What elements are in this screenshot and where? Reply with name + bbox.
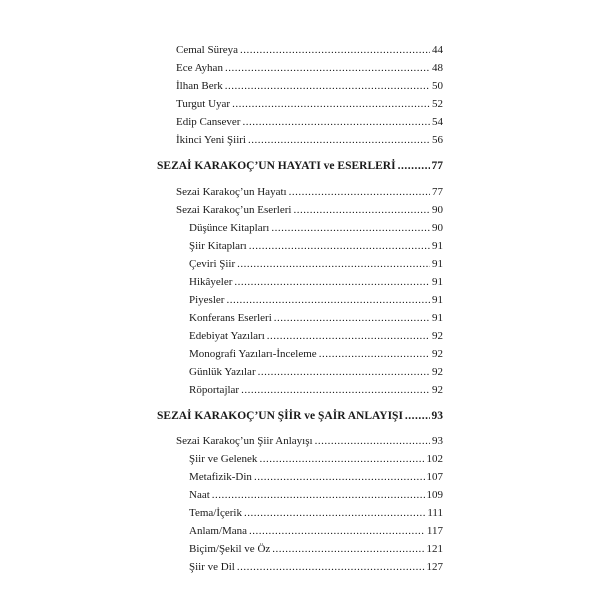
toc-entry-page: 91 (432, 294, 443, 306)
toc-dot-leader (274, 311, 430, 325)
toc-dot-leader (234, 275, 430, 289)
toc-dot-leader (225, 79, 430, 93)
toc-subentry (189, 365, 443, 379)
toc-entry-label: Piyesler (189, 294, 225, 306)
toc-dot-leader (319, 347, 430, 361)
toc-entry-label: Şiir ve Gelenek (189, 453, 258, 465)
toc-entry-label: İkinci Yeni Şiiri (176, 134, 246, 146)
toc-subentry (189, 239, 443, 253)
toc-entry-page: 44 (432, 44, 443, 56)
toc-entry-page: 50 (432, 80, 443, 92)
toc-dot-leader (242, 115, 430, 129)
toc-entry-label: Edip Cansever (176, 116, 241, 128)
toc-subentry (189, 347, 443, 361)
toc-entry-label: Naat (189, 489, 210, 501)
toc-dot-leader (267, 329, 430, 343)
toc-entry-page: 48 (432, 62, 443, 74)
toc-entry-page: 91 (432, 240, 443, 252)
toc-subentry (189, 542, 443, 556)
toc-subentry (189, 470, 443, 484)
toc-dot-leader (249, 524, 425, 538)
toc-heading-label: SEZAİ KARAKOÇ’UN HAYATI ve ESERLERİ (157, 160, 396, 172)
toc-entry-label: Röportajlar (189, 384, 240, 396)
toc-entry (176, 43, 443, 57)
toc-entry-label: Monografi Yazıları-İnceleme (189, 348, 317, 360)
toc-entry-page: 92 (432, 366, 443, 378)
toc-entry (176, 115, 443, 129)
toc-subentry (189, 221, 443, 235)
toc-entry-page: 52 (432, 98, 443, 110)
toc-dot-leader (315, 434, 430, 448)
toc-entry-page: 91 (432, 312, 443, 324)
toc-entry-page: 102 (426, 453, 443, 465)
toc-entry-page: 127 (426, 561, 443, 573)
toc-entry (176, 434, 443, 448)
toc-subentry (189, 524, 443, 538)
toc-heading-label: SEZAİ KARAKOÇ’UN ŞİİR ve ŞAİR ANLAYIŞI (157, 410, 403, 422)
toc-entry-label: Şiir ve Dil (189, 561, 235, 573)
toc-dot-leader (254, 470, 425, 484)
toc-subentry (189, 560, 443, 574)
toc-entry-page: 91 (432, 258, 443, 270)
toc-entry-page: 93 (432, 435, 443, 447)
toc-entry-label: Şiir Kitapları (189, 240, 247, 252)
toc-entry-label: Edebiyat Yazıları (189, 330, 265, 342)
toc-entry-page: 109 (426, 489, 443, 501)
toc-entry-label: Cemal Süreya (176, 44, 239, 56)
toc-subentry (189, 506, 443, 520)
toc-subentry (189, 257, 443, 271)
toc-section-heading (157, 409, 443, 423)
toc-entry-page: 91 (432, 276, 443, 288)
toc-subentry (189, 329, 443, 343)
toc-dot-leader (237, 560, 425, 574)
toc-section-heading (157, 159, 443, 173)
toc-dot-leader (248, 133, 430, 147)
toc-entry-page: 121 (426, 543, 443, 555)
toc-subentry (189, 275, 443, 289)
toc-dot-leader (249, 239, 430, 253)
toc-dot-leader (259, 452, 424, 466)
toc-entry-page: 92 (432, 348, 443, 360)
toc-dot-leader (232, 97, 430, 111)
toc-dot-leader (244, 506, 425, 520)
toc-entry-page: 92 (432, 330, 443, 342)
toc-subentry (189, 488, 443, 502)
toc-dot-leader (289, 185, 430, 199)
toc-entry-label: Konferans Eserleri (189, 312, 272, 324)
toc-entry-page: 117 (426, 525, 443, 537)
toc-entry-label: Turgut Uyar (176, 98, 231, 110)
toc-entry-label: İlhan Berk (176, 80, 223, 92)
toc-entry-label: Tema/İçerik (189, 507, 242, 519)
toc-subentry (189, 383, 443, 397)
toc-entry-label: Günlük Yazılar (189, 366, 256, 378)
toc-entry-page: 77 (432, 186, 443, 198)
toc-subentry (189, 293, 443, 307)
toc-dot-leader (225, 61, 430, 75)
toc-entry (176, 203, 443, 217)
toc-entry-label: Hikâyeler (189, 276, 233, 288)
toc-entry-label: Ece Ayhan (176, 62, 223, 74)
toc-dot-leader (272, 542, 424, 556)
toc-entry-label: Sezai Karakoç’un Hayatı (176, 186, 287, 198)
toc-dot-leader (405, 409, 430, 423)
toc-entry-label: Anlam/Mana (189, 525, 248, 537)
toc-entry-page: 56 (432, 134, 443, 146)
toc-entry-label: Sezai Karakoç’un Eserleri (176, 204, 292, 216)
toc-dot-leader (226, 293, 430, 307)
toc-dot-leader (240, 43, 430, 57)
toc-dot-leader (271, 221, 430, 235)
toc-entry-page: 92 (432, 384, 443, 396)
toc-entry (176, 79, 443, 93)
toc-dot-leader (237, 257, 430, 271)
toc-heading-page: 77 (431, 160, 443, 172)
toc-entry-label: Çeviri Şiir (189, 258, 236, 270)
toc-entry-label: Düşünce Kitapları (189, 222, 270, 234)
toc-entry (176, 61, 443, 75)
toc-heading-page: 93 (431, 410, 443, 422)
toc-entry-page: 54 (432, 116, 443, 128)
toc-entry (176, 133, 443, 147)
toc-dot-leader (212, 488, 425, 502)
toc-subentry (189, 452, 443, 466)
toc-entry-label: Biçim/Şekil ve Öz (189, 543, 271, 555)
toc-entry-label: Metafizik-Din (189, 471, 252, 483)
toc-entry (176, 97, 443, 111)
toc-entry-page: 90 (432, 204, 443, 216)
toc-subentry (189, 311, 443, 325)
toc-dot-leader (258, 365, 430, 379)
toc-entry-page: 107 (426, 471, 443, 483)
toc-entry (176, 185, 443, 199)
toc-dot-leader (398, 159, 430, 173)
toc-dot-leader (293, 203, 430, 217)
toc-dot-leader (241, 383, 430, 397)
toc-entry-page: 111 (427, 507, 443, 519)
toc-entry-label: Sezai Karakoç’un Şiir Anlayışı (176, 435, 313, 447)
toc-entry-page: 90 (432, 222, 443, 234)
